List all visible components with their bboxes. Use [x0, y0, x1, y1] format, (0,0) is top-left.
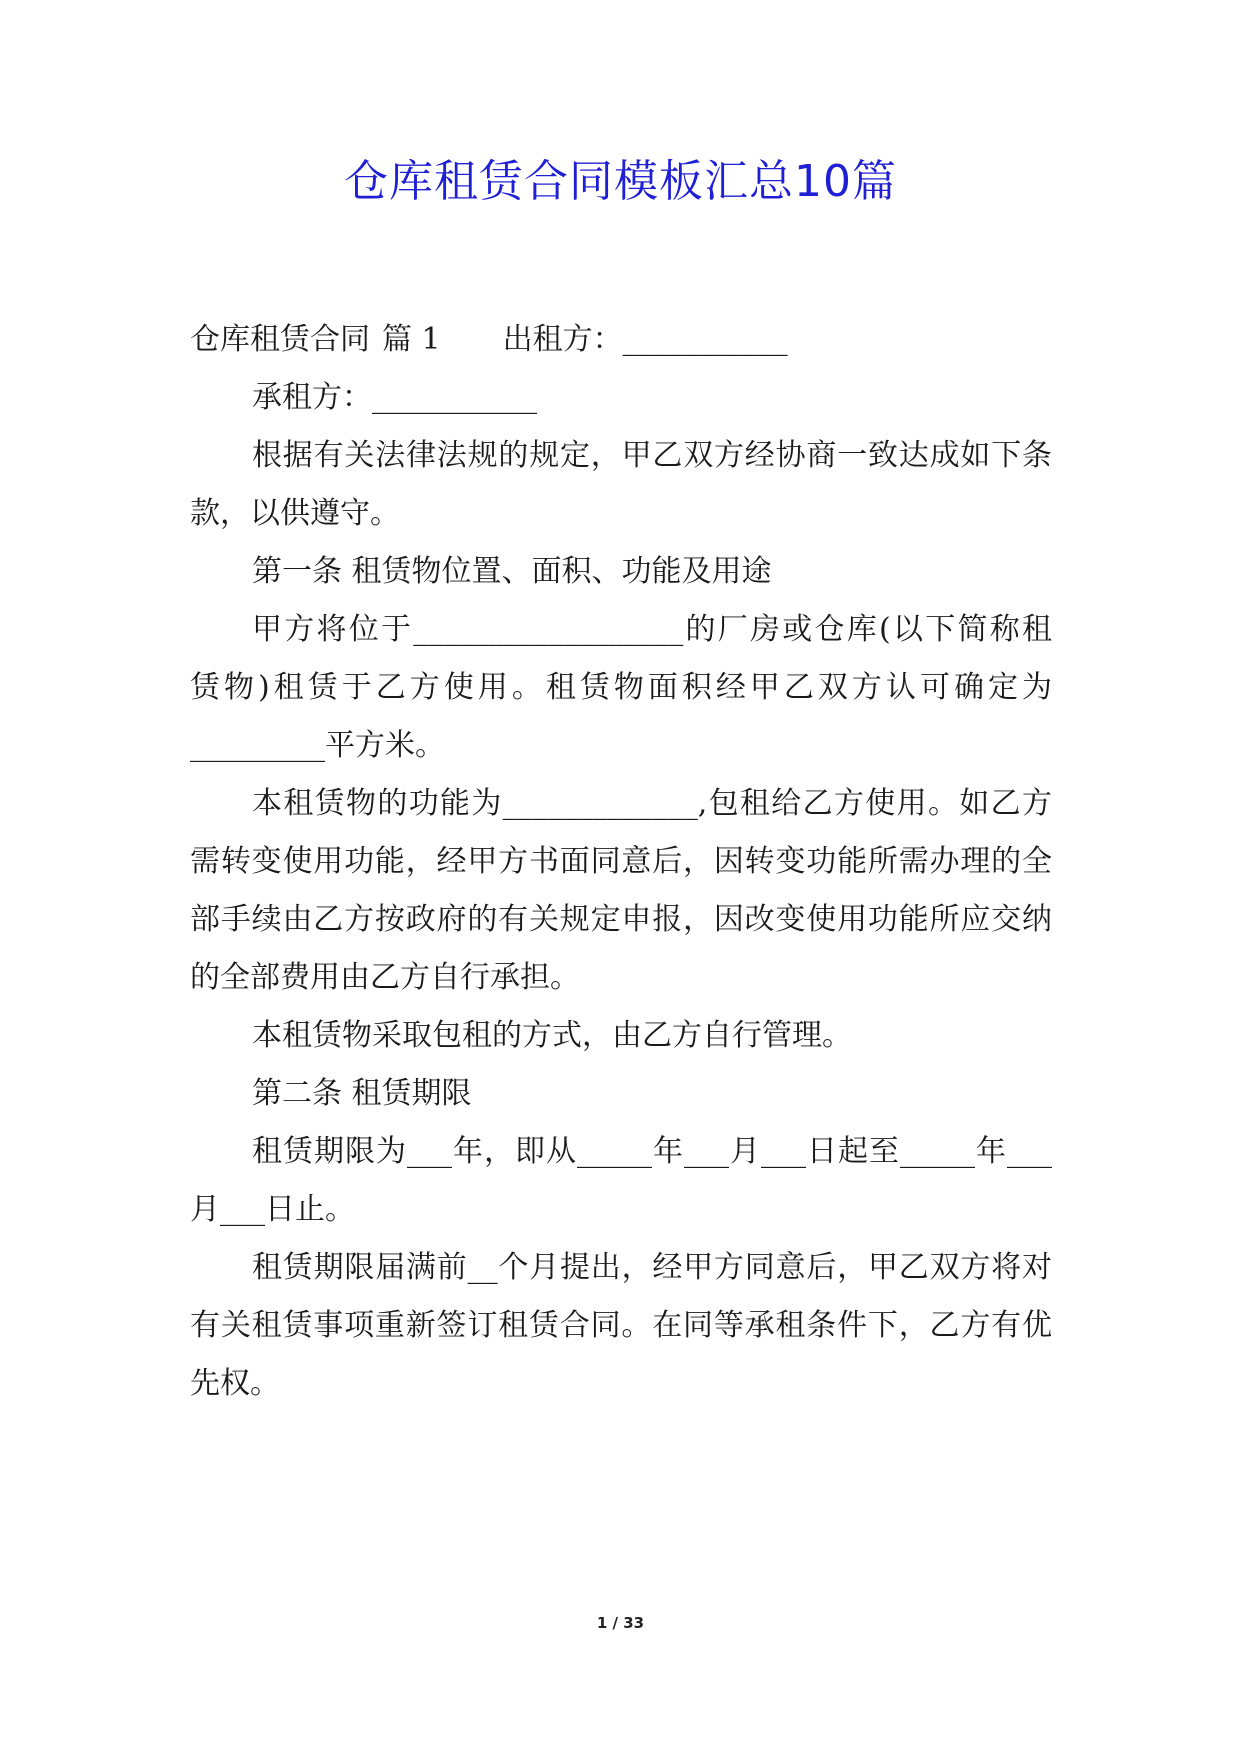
- paragraph-line: 租赁期限为___年，即从_____年___月___日起至_____年___: [252, 1134, 1052, 1169]
- paragraph-line: _________平方米。: [190, 728, 445, 763]
- paragraph-line: 租赁期限届满前__个月提出，经甲方同意后，甲乙双方将对: [252, 1250, 1052, 1285]
- paragraph-line: 赁物)租赁于乙方使用。租赁物面积经甲乙双方认可确定为: [190, 670, 1052, 705]
- lessee-field: 承租方：___________: [252, 380, 537, 415]
- paragraph-line: 先权。: [190, 1366, 280, 1401]
- paragraph-line: 需转变使用功能，经甲方书面同意后，因转变功能所需办理的全: [190, 844, 1052, 879]
- page-number: 1 / 33: [596, 1614, 645, 1632]
- paragraph-line: 的全部费用由乙方自行承担。: [190, 960, 580, 995]
- section-heading: 第二条 租赁期限: [252, 1076, 472, 1111]
- paragraph-line: 根据有关法律法规的规定，甲乙双方经协商一致达成如下条: [252, 438, 1052, 473]
- document-title: 仓库租赁合同模板汇总10篇: [344, 156, 897, 207]
- paragraph-line: 本租赁物采取包租的方式，由乙方自行管理。: [252, 1018, 852, 1053]
- contract-heading-name: 仓库租赁合同: [190, 322, 370, 357]
- section-heading: 第一条 租赁物位置、面积、功能及用途: [252, 554, 772, 589]
- paragraph-line: 有关租赁事项重新签订租赁合同。在同等承租条件下，乙方有优: [190, 1308, 1052, 1343]
- paragraph-line: 款，以供遵守。: [190, 496, 400, 531]
- contract-heading-line: [190, 318, 1052, 362]
- paragraph-line: 本租赁物的功能为_____________,包租给乙方使用。如乙方: [252, 786, 1052, 821]
- contract-heading-number: 篇 1: [382, 322, 441, 357]
- paragraph-line: 月___日止。: [190, 1192, 355, 1227]
- lessor-field: 出租方：___________: [502, 322, 788, 357]
- paragraph-line: 甲方将位于__________________的厂房或仓库(以下简称租: [252, 612, 1052, 647]
- paragraph-line: 部手续由乙方按政府的有关规定申报，因改变使用功能所应交纳: [190, 902, 1052, 937]
